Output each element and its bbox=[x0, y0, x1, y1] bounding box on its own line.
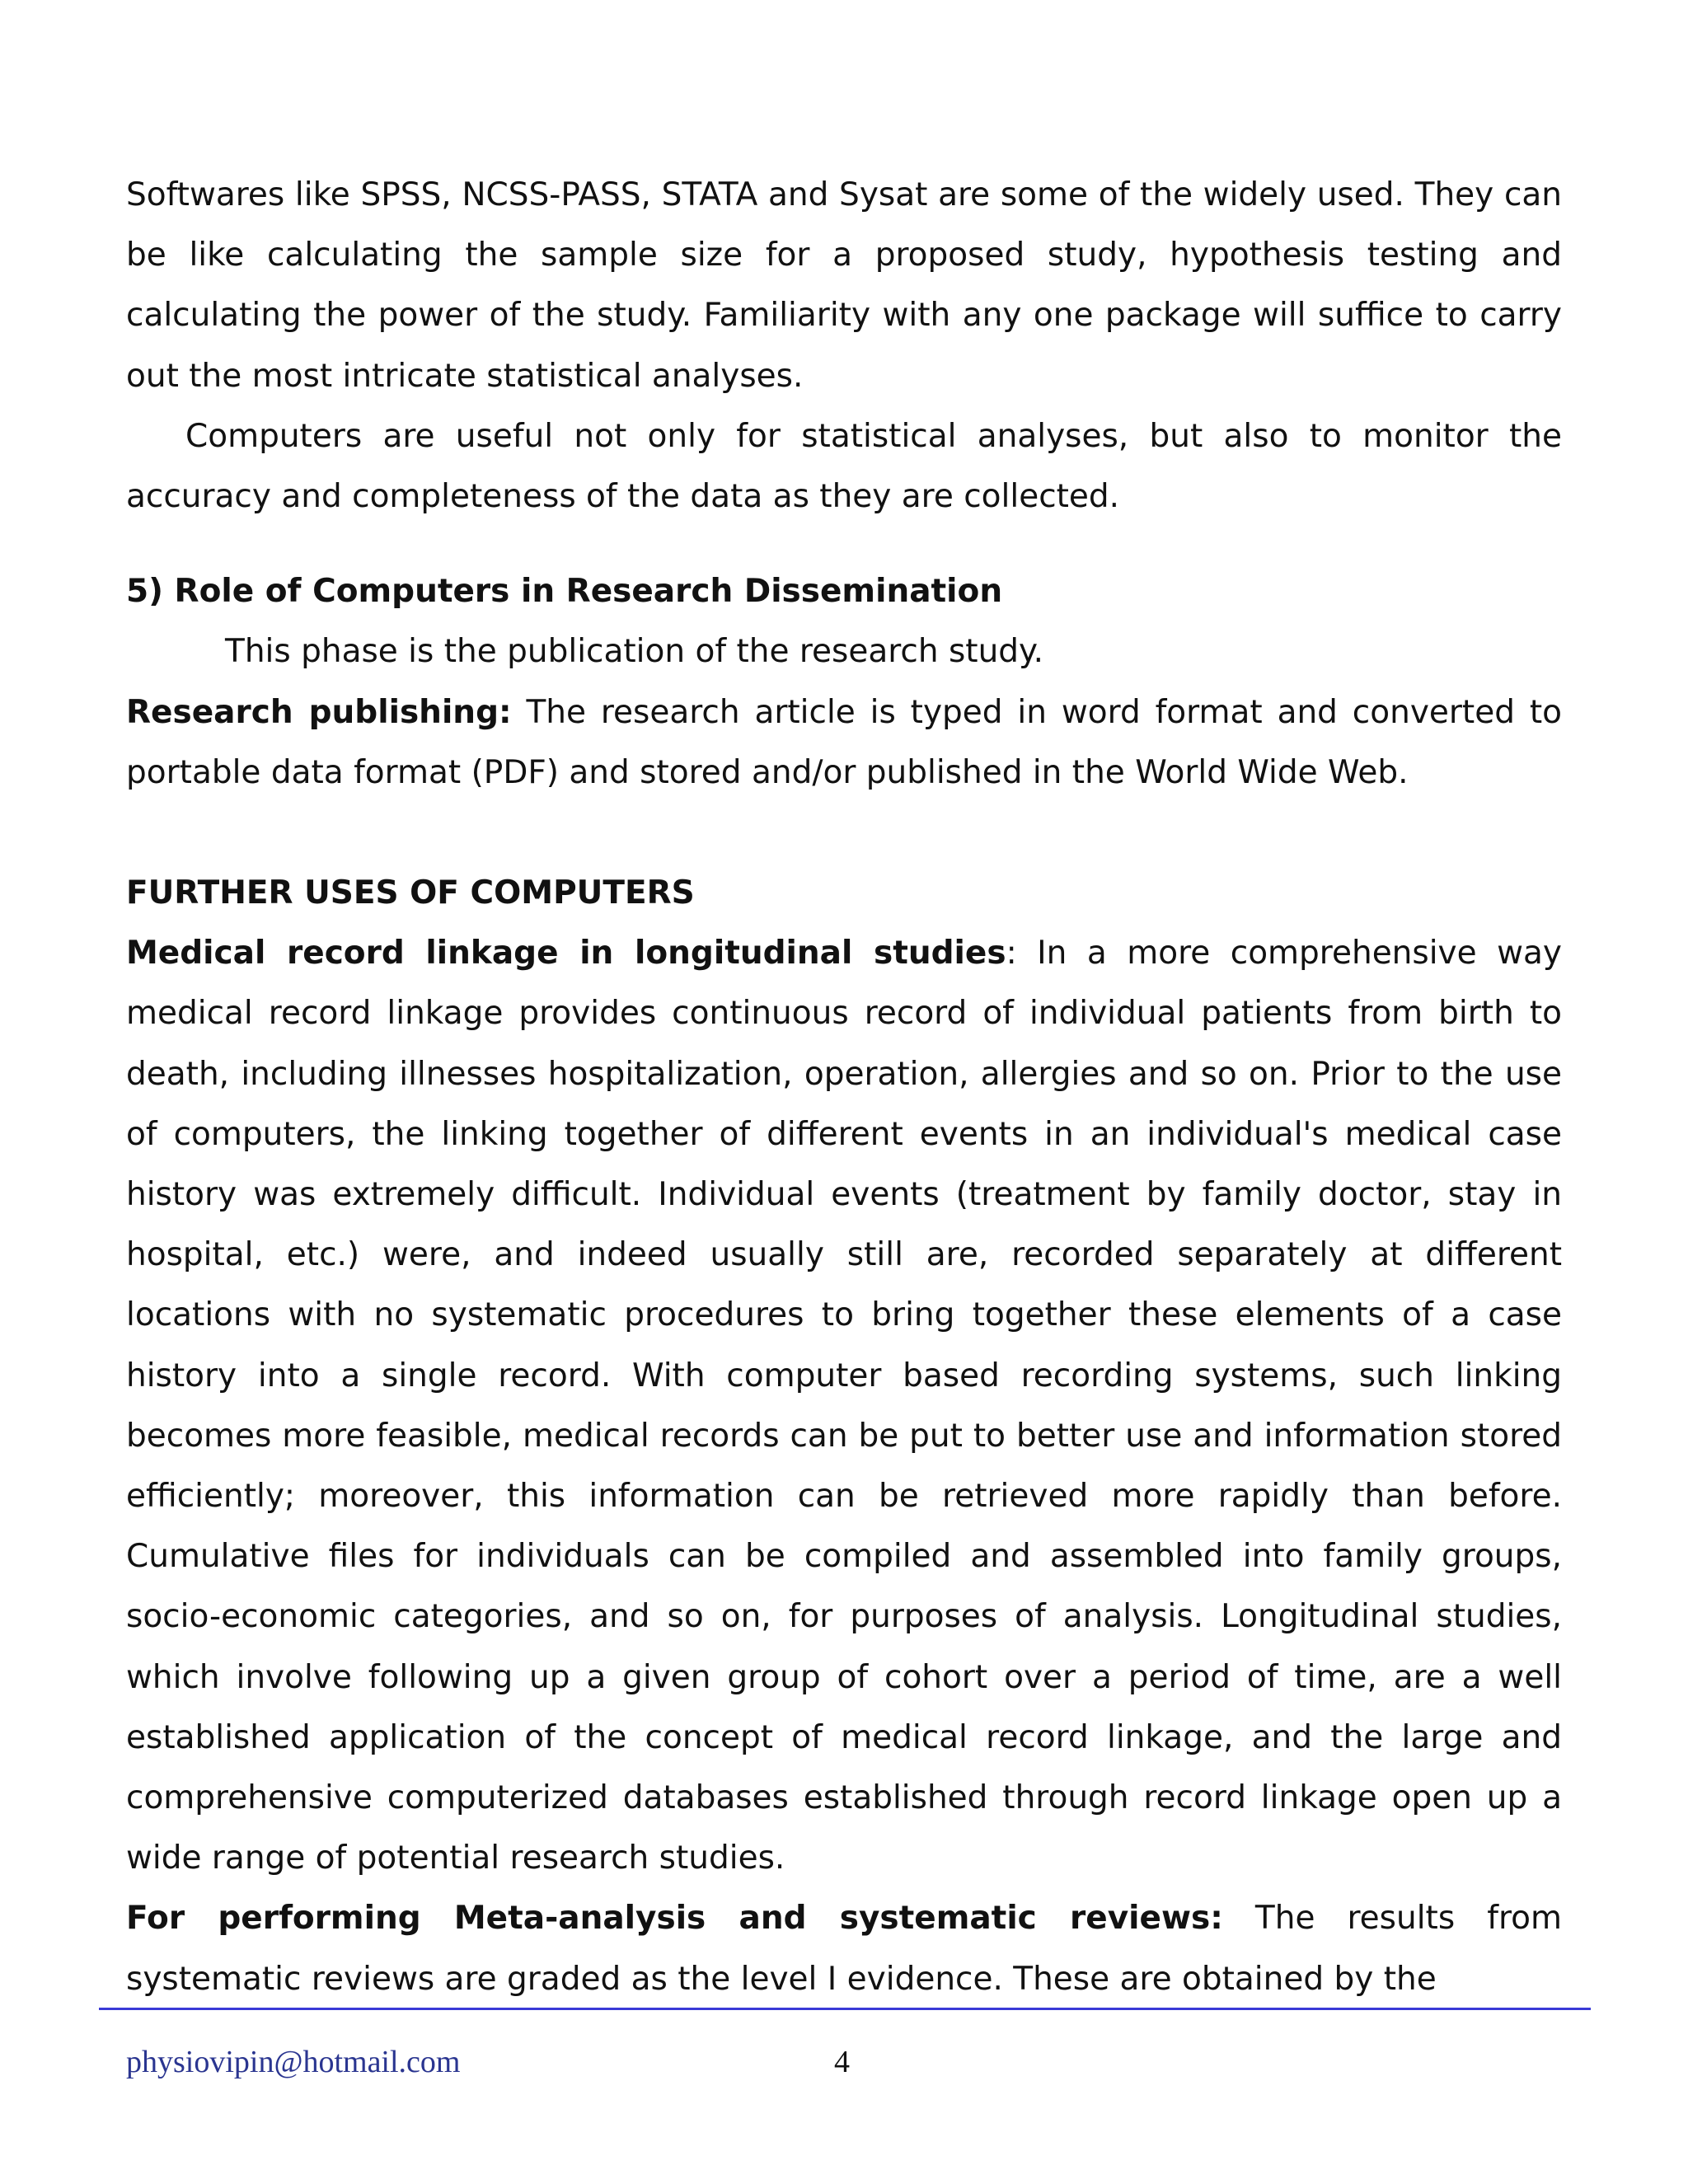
footer-divider bbox=[99, 2008, 1591, 2010]
paragraph-data-monitoring: Computers are useful not only for statistical analyses, but also to monitor the accuracy and completeness of the data as they are collected. bbox=[126, 417, 1562, 516]
research-publishing-text: The research article is typed in word format and converted to portable data format (PDF) and stored and/or published in the World Wide Web. bbox=[126, 693, 1562, 791]
page-number: 4 bbox=[834, 2045, 850, 2079]
paragraph-meta-analysis bbox=[126, 1888, 1562, 2008]
section-heading-further-uses: FURTHER USES OF COMPUTERS bbox=[126, 874, 695, 912]
paragraph-software-packages: Softwares like SPSS, NCSS-PASS, STATA and Sysat are some of the widely used. They can be like calculating the sample size for a proposed study, hypothesis testing and calculating the power of the study. Familiarity with any one package will suffice to carry out the most intricate statistical analyses. bbox=[126, 176, 1562, 395]
meta-analysis-label: For performing Meta-analysis and systematic reviews: bbox=[126, 1900, 1223, 1938]
paragraph-record-linkage bbox=[126, 923, 1562, 1888]
spacer bbox=[126, 803, 1562, 863]
page-content bbox=[126, 165, 1562, 2009]
paragraph-dissemination-intro: This phase is the publication of the research study. bbox=[225, 633, 1043, 671]
record-linkage-label: Medical record linkage in longitudinal studies bbox=[126, 935, 1006, 972]
paragraph-research-publishing bbox=[126, 682, 1562, 803]
research-publishing-label: Research publishing: bbox=[126, 693, 512, 731]
meta-analysis-text: The results from systematic reviews are graded as the level I evidence. These are obtained by the bbox=[126, 1900, 1562, 1998]
spacer bbox=[126, 527, 1562, 561]
footer-email: physiovipin@hotmail.com bbox=[126, 2045, 461, 2079]
section-heading-research-dissemination: 5) Role of Computers in Research Dissemination bbox=[126, 573, 1003, 611]
record-linkage-text: : In a more comprehensive way medical record linkage provides continuous record of individual patients from birth to death, including illnesses hospitalization, operation, allergies and so on. Prior to the use of computers, the linking together of different events in an individual's medical case history was extremely difficult. Individual events (treatment by family doctor, stay in hospital, etc.) were, and indeed usually still are, recorded separately at different locations with no systematic procedures to bring together these elements of a case history into a single record. With computer based recording systems, such linking becomes more feasible, medical records can be put to better use and information stored efficiently; moreover, this information can be retrieved more rapidly than before. Cumulative files for individuals can be compiled and assembled into family groups, socio-economic categories, and so on, for purposes of analysis. Longitudinal studies, which involve following up a given group of cohort over a period of time, are a well established application of the concept of medical record linkage, and the large and comprehensive computerized databases established through record linkage open up a wide range of potential research studies. bbox=[126, 935, 1562, 1877]
